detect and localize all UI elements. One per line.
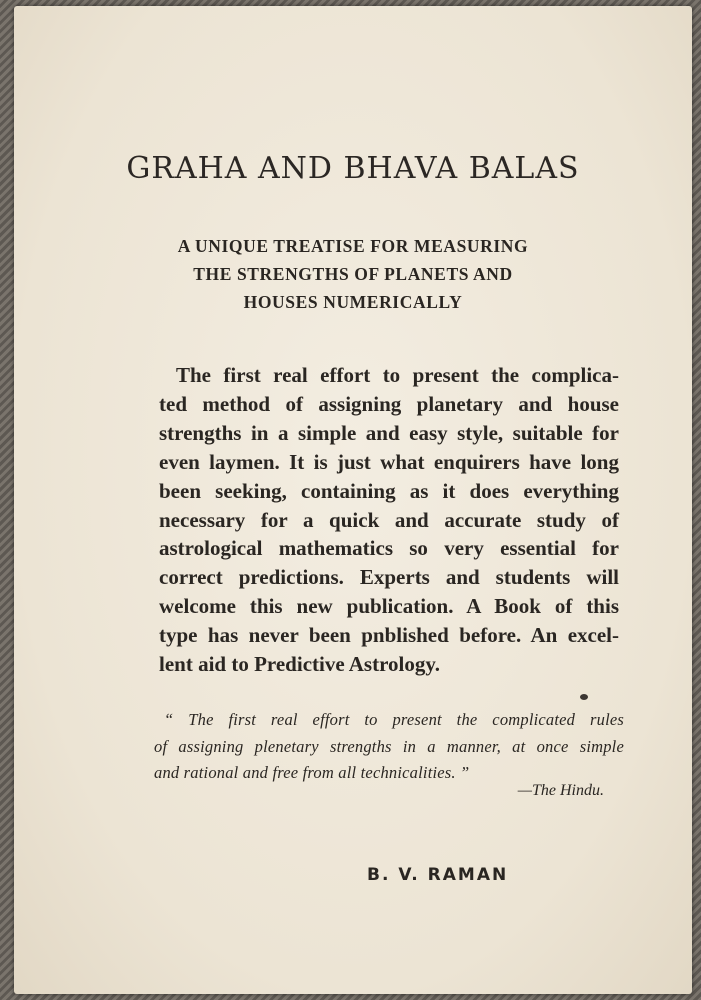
blurb-line: ted method of assigning planetary and house <box>159 391 619 416</box>
subtitle-line: HOUSES NUMERICALLY <box>243 292 463 312</box>
book-back-cover <box>14 6 692 994</box>
blurb-line: lent aid to Predictive Astrology. <box>159 652 440 677</box>
quote-line: “ The first real effort to present the complicated rules <box>164 710 624 729</box>
blurb-line: The first real effort to present the complica- <box>176 363 619 387</box>
quote-source: —The Hindu. <box>517 782 604 799</box>
blurb-line: been seeking, containing as it does everything <box>159 478 619 503</box>
book-title: GRAHA AND BHAVA BALAS <box>126 151 580 186</box>
book-subtitle <box>14 232 692 316</box>
blurb-paragraph <box>159 361 619 679</box>
blurb-line: even laymen. It is just what enquirers have long <box>159 449 619 474</box>
blurb-line: type has never been pnblished before. An excel- <box>159 623 619 648</box>
quote-line: and rational and free from all technicalities. ” <box>154 763 470 782</box>
quote-line: of assigning plenetary strengths in a manner, at once simple <box>154 736 624 756</box>
blurb-line: welcome this new publication. A Book of this <box>159 594 619 619</box>
blurb-line: strengths in a simple and easy style, suitable for <box>159 420 619 445</box>
blurb-line: correct predictions. Experts and students will <box>159 565 619 590</box>
ink-speck <box>580 694 588 700</box>
blurb-line: astrological mathematics so very essential for <box>159 536 619 561</box>
subtitle-line: A UNIQUE TREATISE FOR MEASURING <box>177 236 529 256</box>
blurb-line: necessary for a quick and accurate study of <box>159 507 619 532</box>
author-name: B. V. RAMAN <box>367 865 509 885</box>
review-quote <box>154 707 624 787</box>
subtitle-line: THE STRENGTHS OF PLANETS AND <box>193 264 513 284</box>
